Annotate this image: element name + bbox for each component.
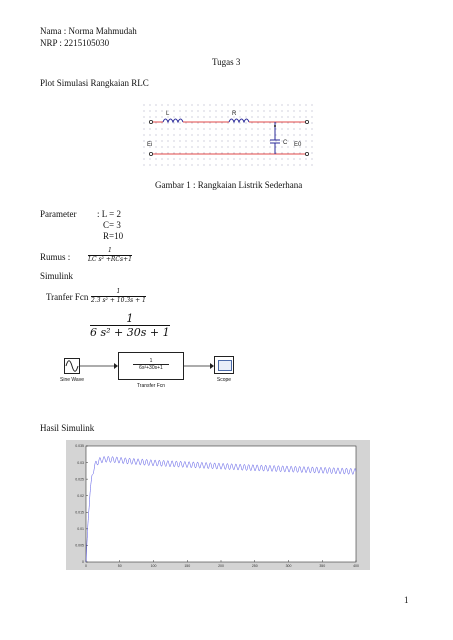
label-R: R (232, 111, 237, 117)
scope-label: Scope (216, 377, 232, 383)
label-L: L (166, 111, 170, 117)
rlc-circuit-diagram (143, 104, 315, 166)
transfer-label: Tranfer Fcn (46, 292, 89, 302)
y-tick-label: 0 (82, 560, 84, 565)
result-label: Hasil Simulink (40, 423, 95, 433)
formula-label: Rumus : (40, 252, 71, 262)
y-tick-label: 0.01 (77, 527, 84, 532)
plot-axes (86, 446, 356, 562)
transfer-big-numerator: 1 (126, 312, 134, 325)
terminal (305, 120, 308, 123)
transfer-small-denominator: 2.3 s² + 10.3s + 1 (91, 297, 146, 304)
figure-caption: Gambar 1 : Rangkaian Listrik Sederhana (155, 180, 303, 190)
label-Ei: Ei (147, 142, 153, 148)
student-name: Nama : Norma Mahmudah (40, 26, 137, 36)
formula-fraction (88, 247, 132, 264)
sine-wave-label: Sine Wave (60, 377, 84, 383)
x-tick-label: 300 (285, 564, 292, 568)
sine-wave-icon (65, 359, 79, 373)
label-E0: E0 (294, 142, 302, 148)
y-tick-label: 0.015 (75, 510, 84, 515)
scope-icon (218, 360, 232, 371)
transfer-small-fraction (91, 288, 146, 305)
tf-block-numerator: 1 (149, 358, 153, 364)
y-tick-label: 0.005 (75, 543, 84, 548)
transfer-big-denominator: 6 s² + 30s + 1 (90, 326, 170, 339)
tf-block-denominator: 6s²+30s+1 (139, 365, 163, 371)
label-C: C (283, 140, 288, 146)
page-number: 1 (404, 595, 409, 605)
x-tick-label: 350 (319, 564, 326, 568)
student-nrp: NRP : 2215105030 (40, 38, 110, 48)
y-tick-label: 0.02 (77, 493, 84, 498)
parameter-C: C= 3 (103, 220, 121, 230)
x-tick-label: 400 (353, 564, 359, 568)
formula-numerator: 1 (108, 247, 112, 254)
y-tick-label: 0.03 (77, 460, 84, 465)
parameter-R: R=10 (103, 231, 124, 241)
assignment-title: Tugas 3 (212, 57, 241, 67)
simulink-diagram (58, 350, 248, 400)
signal-arrow (184, 360, 214, 372)
x-tick-label: 100 (150, 564, 157, 568)
parameter-label: Parameter (40, 209, 77, 219)
node-dot (274, 125, 276, 127)
simulation-plot (66, 440, 370, 570)
x-tick-label: 150 (184, 564, 191, 568)
signal-arrow (80, 360, 118, 372)
y-tick-label: 0.035 (75, 444, 84, 449)
simulink-label: Simulink (40, 271, 74, 281)
terminal (149, 152, 152, 155)
section-title: Plot Simulasi Rangkaian RLC (40, 78, 149, 88)
terminal (305, 152, 308, 155)
transfer-fcn-label: Transfer Fcn (136, 383, 166, 389)
x-tick-label: 250 (251, 564, 258, 568)
terminal (149, 120, 152, 123)
x-tick-label: 200 (218, 564, 224, 568)
parameter-L: : L = 2 (97, 209, 121, 219)
formula-denominator: LC s² +RCs+1 (88, 256, 132, 263)
transfer-small-numerator: 1 (116, 288, 121, 295)
transfer-fcn-block[interactable] (118, 352, 184, 380)
x-tick-label: 50 (117, 564, 122, 568)
x-tick-label: 0 (85, 564, 87, 568)
scope-figure (66, 440, 370, 570)
y-tick-label: 0.025 (75, 477, 84, 482)
sine-wave-block[interactable] (64, 358, 80, 374)
scope-block[interactable] (214, 356, 234, 374)
transfer-big-fraction (90, 312, 170, 339)
